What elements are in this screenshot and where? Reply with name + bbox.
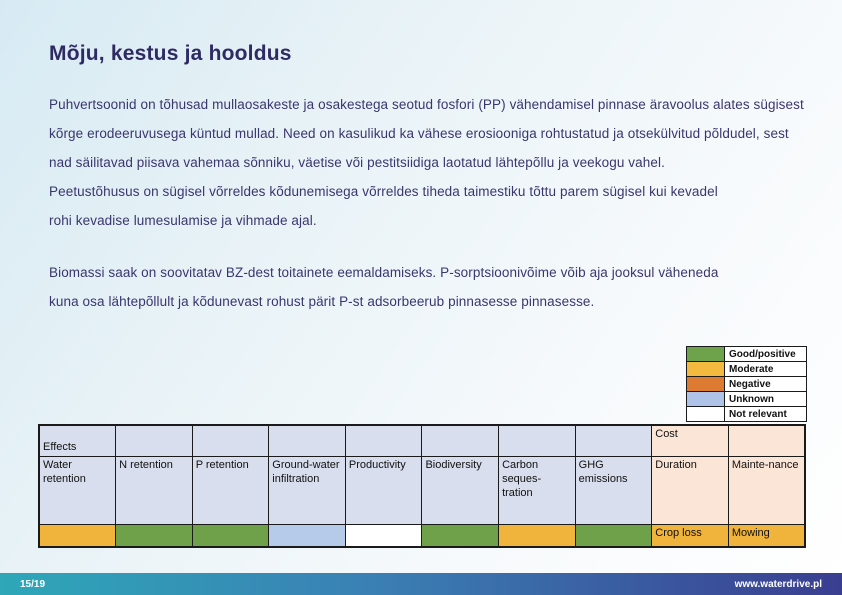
legend-row: [687, 392, 807, 407]
legend-label: Good/positive: [725, 347, 807, 362]
body-line: Puhvertsoonid on tõhusad mullaosakeste ja osakestega seotud fosfori (PP) vähendamisel pinnase äravoolus alates sügisest: [49, 97, 804, 112]
legend-label: Not relevant: [725, 407, 807, 422]
body-line: Biomassi saak on soovitatav BZ-dest toitainete eemaldamiseks. P-sorptsioonivõime võib aja jooksul väheneda: [49, 265, 719, 280]
body-line: rohi kevadise lumesulamise ja vihmade ajal.: [49, 213, 317, 228]
body-paragraph-1: [49, 90, 804, 235]
website-link: www.waterdrive.pl: [734, 578, 822, 590]
legend-row: [687, 347, 807, 362]
group-cell: [728, 425, 805, 456]
header-cell-water-retention: Water retention: [39, 456, 116, 524]
group-cell: [345, 425, 422, 456]
header-cell-groundwater-infiltration: Ground-water infiltration: [269, 456, 346, 524]
status-cell-carbon-sequestration: [499, 524, 576, 547]
status-cell-maintenance-mowing: Mowing: [728, 524, 805, 547]
legend-row: [687, 377, 807, 392]
page-title: Mõju, kestus ja hooldus: [49, 42, 292, 65]
legend-swatch-unknown: [687, 392, 725, 407]
legend-swatch-negative: [687, 377, 725, 392]
status-cell-productivity: [345, 524, 422, 547]
header-cell-carbon-sequestration: Carbon seques- tration: [499, 456, 576, 524]
legend-label: Moderate: [725, 362, 807, 377]
body-line: Peetustõhusus on sügisel võrreldes kõdunemisega võrreldes tiheda taimestiku tõttu parem sügisel kui kevadel: [49, 184, 718, 199]
header-cell-n-retention: N retention: [116, 456, 193, 524]
header-cell-ghg-emissions: GHG emissions: [575, 456, 652, 524]
group-cell: [192, 425, 269, 456]
status-cell-water-retention: [39, 524, 116, 547]
table-status-row: [39, 524, 805, 547]
header-cell-p-retention: P retention: [192, 456, 269, 524]
group-cell: [499, 425, 576, 456]
group-cell: [575, 425, 652, 456]
legend-swatch-not-relevant: [687, 407, 725, 422]
legend-swatch-good: [687, 347, 725, 362]
body-line: nad säilitavad piisava vahemaa sõnniku, väetise või pestitsiidiga laotatud lähtepõllu ja veekogu vahel.: [49, 155, 665, 170]
status-cell-n-retention: [116, 524, 193, 547]
legend-label: Negative: [725, 377, 807, 392]
group-cell-cost: Cost: [652, 425, 729, 456]
page-number: 15/19: [20, 578, 46, 590]
body-line: kõrge erodeeruvusega küntud mullad. Need on kasulikud ka vähese erosiooniga rohtustatud ja otsekülvitud põldudel, sest: [49, 126, 789, 141]
legend-row: [687, 362, 807, 377]
table-header-row: [39, 456, 805, 524]
legend-label: Unknown: [725, 392, 807, 407]
group-cell: [269, 425, 346, 456]
body-line: kuna osa lähtepõllult ja kõdunevast rohust pärit P-st adsorbeerub pinnasesse pinnasesse.: [49, 294, 595, 309]
header-cell-duration: Duration: [652, 456, 729, 524]
group-cell: [422, 425, 499, 456]
header-cell-productivity: Productivity: [345, 456, 422, 524]
status-cell-biodiversity: [422, 524, 499, 547]
legend-row: [687, 407, 807, 422]
legend-swatch-moderate: [687, 362, 725, 377]
status-cell-ghg-emissions: [575, 524, 652, 547]
group-cell: [116, 425, 193, 456]
table-group-row: [39, 425, 805, 456]
group-cell-effects: Effects: [39, 425, 116, 456]
effects-table: [38, 424, 806, 548]
legend: [686, 346, 807, 422]
status-cell-p-retention: [192, 524, 269, 547]
header-cell-maintenance: Mainte-nance: [728, 456, 805, 524]
footer-bar: [0, 573, 842, 595]
header-cell-biodiversity: Biodiversity: [422, 456, 499, 524]
body-paragraph-2: [49, 258, 718, 316]
status-cell-duration-crop-loss: Crop loss: [652, 524, 729, 547]
status-cell-groundwater-infiltration: [269, 524, 346, 547]
